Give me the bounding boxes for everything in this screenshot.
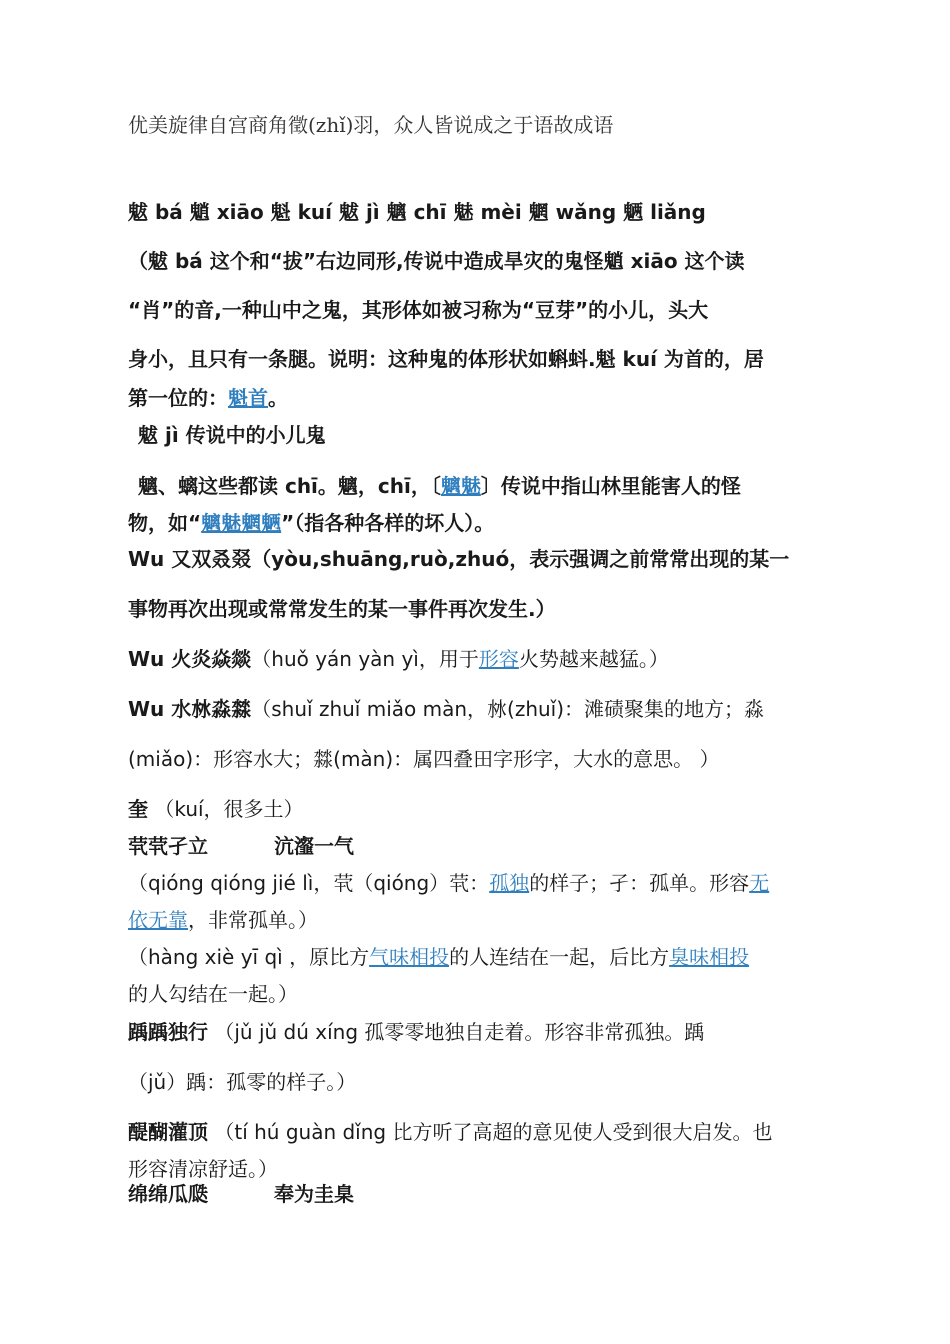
text-span: ”（指各种各样的坏人）。 <box>281 511 495 535</box>
link-wuyiwukao-part1[interactable]: 无 <box>749 871 770 895</box>
link-qiweixiangtou[interactable]: 气味相投 <box>369 945 450 969</box>
ghost-paragraph-line-4 <box>128 385 288 411</box>
text-span: ，非常孤单。） <box>188 908 318 932</box>
text-span: 。 <box>268 386 288 410</box>
idiom-qiongqiong: 茕茕孑立 <box>128 834 208 858</box>
chi-line-1 <box>138 473 741 499</box>
text-span: （tí hú guàn dǐng 比方听了高超的意见使人受到很大启发。也 <box>208 1120 773 1144</box>
text-span: 魑、螭这些都读 chī。魑，chī，〔 <box>138 474 441 498</box>
idiom-fengwei: 奉为圭臬 <box>274 1182 354 1206</box>
qiong-line-1 <box>128 870 769 896</box>
hangxie-line-1 <box>128 944 749 970</box>
text-span: （hàng xiè yī qì ，原比方 <box>128 945 370 969</box>
text-span: 〕传说中指山林里能害人的怪 <box>480 474 741 498</box>
qiong-line-2 <box>128 907 318 933</box>
link-wuyiwukao-part2[interactable]: 依无靠 <box>128 908 188 932</box>
ju-line-1 <box>128 1019 704 1045</box>
tihu-line-1 <box>128 1119 772 1145</box>
ghost-paragraph-line-3: 身小，且只有一条腿。说明：这种鬼的体形状如蝌蚪.魁 kuí 为首的，居 <box>128 347 764 371</box>
hangxie-line-2: 的人勾结在一起。） <box>128 982 298 1006</box>
idiom-heading-row-1 <box>128 833 354 859</box>
ghost-paragraph-line-2: “肖”的音,一种山中之鬼，其形体如被习称为“豆芽”的小儿，头大 <box>128 298 709 322</box>
text-span: （qióng qióng jié lì，茕（qióng）茕： <box>128 871 490 895</box>
link-kuishou[interactable]: 魁首 <box>228 386 268 410</box>
link-xingrong[interactable]: 形容 <box>478 647 519 671</box>
link-gudu[interactable]: 孤独 <box>489 871 530 895</box>
text-span: 物，如“ <box>128 511 202 535</box>
tihu-line-2: 形容清凉舒适。） <box>128 1157 278 1181</box>
wu1-line-2: 事物再次出现或常常发生的某一事件再次发生.） <box>128 597 556 621</box>
text-span: （jǔ jǔ dú xíng 孤零零地独自走着。形容非常孤独。踽 <box>208 1020 705 1044</box>
title-line: 优美旋律自宫商角徵(zhǐ)羽，众人皆说成之于语故成语 <box>128 113 614 137</box>
text-span: （shuǐ zhuǐ miǎo màn，沝(zhuǐ)：滩碛聚集的地方；淼 <box>251 697 765 721</box>
idiom-hangxie: 沆瀣一气 <box>274 834 354 858</box>
kui-line <box>128 796 304 822</box>
text-span: 火势越来越猛。） <box>518 647 669 671</box>
idiom-heading-row-2 <box>128 1181 354 1207</box>
chi-line-2 <box>128 510 494 536</box>
text-span: 第一位的： <box>128 386 228 410</box>
kui-heading: 奎 <box>128 797 148 821</box>
link-chimei[interactable]: 魑魅 <box>440 474 481 498</box>
wu3-heading: Wu 水沝淼㵘 <box>128 697 252 721</box>
wu1-line-1: Wu 又双叒叕（yòu,shuāng,ruò,zhuó，表示强调之前常常出现的某一 <box>128 547 790 571</box>
link-chimeiwangliang[interactable]: 魑魅魍魉 <box>201 511 282 535</box>
idiom-tihu: 醍醐灌顶 <box>128 1120 208 1144</box>
text-span: 的样子；孑：孤单。形容 <box>529 871 750 895</box>
wu3-line-2: (miǎo)：形容水大；㵘(màn)：属四叠田字形字，大水的意思。 ） <box>128 747 720 771</box>
text-span: （huǒ yán yàn yì，用于 <box>251 647 479 671</box>
wu2-line <box>128 646 669 672</box>
wu3-line-1 <box>128 696 764 722</box>
text-span: 的人连结在一起，后比方 <box>449 945 670 969</box>
ghost-paragraph-line-1: （魃 bá 这个和“拔”右边同形,传说中造成旱灾的鬼怪魈 xiāo 这个读 <box>128 249 745 273</box>
idiom-juju: 踽踽独行 <box>128 1020 208 1044</box>
ghost-characters-line: 魃 bá 魈 xiāo 魁 kuí 魃 jì 魑 chī 魅 mèi 魍 wǎng 魉 liǎng <box>128 200 706 224</box>
idiom-mianmian: 绵绵瓜瓞 <box>128 1182 208 1206</box>
ju-line-2: （jǔ）踽：孤零的样子。） <box>128 1070 357 1094</box>
ji-line: 魃 jì 传说中的小儿鬼 <box>138 423 326 447</box>
text-span: （kuí，很多土） <box>148 797 304 821</box>
link-chouweixiangtou[interactable]: 臭味相投 <box>669 945 750 969</box>
wu2-heading: Wu 火炎焱燚 <box>128 647 252 671</box>
